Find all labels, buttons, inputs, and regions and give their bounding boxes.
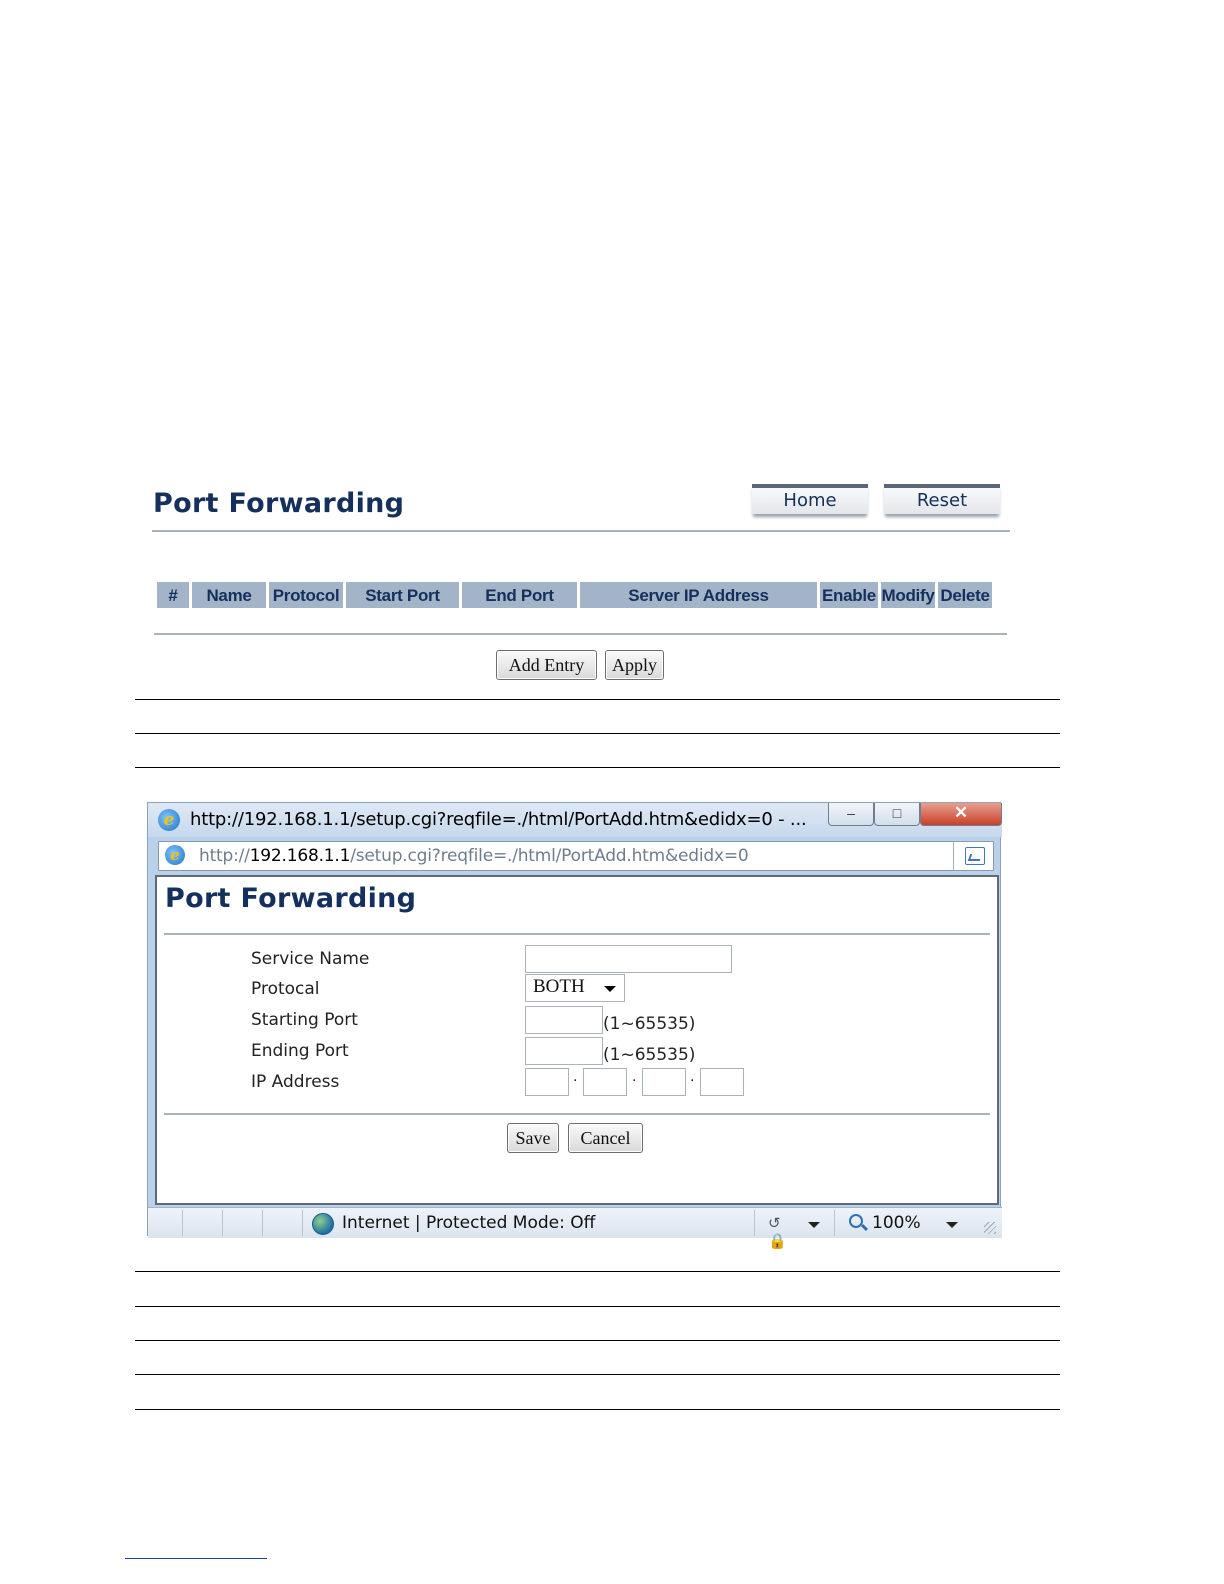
starting-port-label: Starting Port — [251, 1010, 358, 1030]
ip-separator: . — [573, 1068, 578, 1085]
starting-port-input[interactable] — [525, 1006, 603, 1034]
column-header-server-ip: Server IP Address — [580, 582, 817, 608]
status-separator — [222, 1210, 223, 1236]
apply-button[interactable]: Apply — [605, 650, 664, 680]
form-title: Port Forwarding — [165, 883, 417, 914]
chevron-down-icon[interactable] — [808, 1222, 820, 1228]
zoom-icon[interactable] — [849, 1214, 863, 1228]
protocol-select[interactable] — [525, 974, 625, 1002]
address-bar[interactable] — [158, 841, 994, 871]
column-header-index: # — [157, 582, 189, 608]
port-forwarding-table-header — [157, 582, 992, 608]
status-bar — [148, 1207, 1002, 1250]
close-icon: ✕ — [953, 803, 969, 822]
popup-content — [155, 875, 999, 1205]
starting-port-range-hint: (1~65535) — [603, 1014, 696, 1034]
globe-icon — [312, 1213, 334, 1235]
status-separator — [262, 1210, 263, 1236]
service-name-input[interactable] — [525, 945, 732, 973]
ie-icon: e — [158, 809, 180, 831]
security-zone-text: Internet | Protected Mode: Off — [342, 1213, 596, 1233]
blank-line — [135, 733, 1060, 734]
service-name-label: Service Name — [251, 949, 370, 969]
security-icon[interactable]: ↺🔒 — [768, 1215, 787, 1250]
column-header-delete: Delete — [938, 582, 992, 608]
address-divider — [953, 842, 954, 870]
blank-line — [135, 1374, 1060, 1375]
minimize-icon: – — [847, 805, 855, 821]
ip-octet-4-input[interactable] — [700, 1068, 744, 1096]
column-header-protocol: Protocol — [269, 582, 343, 608]
ip-separator: . — [690, 1068, 695, 1085]
chevron-down-icon — [604, 986, 616, 992]
close-button[interactable] — [920, 803, 1002, 826]
window-titlebar[interactable] — [148, 803, 1002, 837]
status-separator — [302, 1210, 303, 1236]
ip-octet-2-input[interactable] — [583, 1068, 627, 1096]
column-header-name: Name — [192, 582, 266, 608]
ip-separator: . — [632, 1068, 637, 1085]
blank-line — [135, 1306, 1060, 1307]
form-title-divider — [164, 933, 990, 935]
footnote-separator — [125, 1558, 267, 1559]
ip-address-label: IP Address — [251, 1072, 340, 1092]
form-bottom-divider — [164, 1113, 990, 1115]
column-header-modify: Modify — [881, 582, 935, 608]
ending-port-range-hint: (1~65535) — [603, 1045, 696, 1065]
add-entry-button[interactable]: Add Entry — [496, 650, 597, 680]
ending-port-label: Ending Port — [251, 1041, 349, 1061]
save-button[interactable]: Save — [507, 1123, 559, 1153]
status-separator — [182, 1210, 183, 1236]
column-header-enable: Enable — [820, 582, 878, 608]
table-divider — [154, 633, 1007, 635]
resize-grip-icon[interactable] — [984, 1222, 996, 1234]
url-text[interactable]: http://192.168.1.1/setup.cgi?reqfile=./html/PortAdd.htm&edidx=0 — [199, 846, 749, 866]
column-header-end-port: End Port — [462, 582, 577, 608]
title-divider — [152, 530, 1010, 532]
reset-button[interactable]: Reset — [884, 484, 1000, 514]
maximize-button[interactable] — [874, 803, 920, 826]
blank-line — [135, 767, 1060, 768]
blank-line — [135, 1340, 1060, 1341]
blank-line — [135, 1271, 1060, 1272]
chevron-down-icon[interactable] — [946, 1222, 958, 1228]
zoom-level[interactable]: 100% — [872, 1213, 921, 1233]
protocol-selected-value: BOTH — [533, 976, 585, 997]
ie-icon: e — [165, 845, 185, 865]
ending-port-input[interactable] — [525, 1037, 603, 1065]
ip-octet-3-input[interactable] — [642, 1068, 686, 1096]
protocol-label: Protocal — [251, 979, 320, 999]
minimize-button[interactable] — [828, 803, 874, 826]
page-title: Port Forwarding — [153, 488, 405, 519]
port-forwarding-panel — [150, 478, 1012, 688]
home-button[interactable]: Home — [752, 484, 868, 514]
cancel-button[interactable]: Cancel — [568, 1123, 643, 1153]
maximize-icon: □ — [892, 805, 902, 821]
status-separator — [754, 1210, 755, 1236]
status-separator — [834, 1210, 835, 1236]
column-header-start-port: Start Port — [346, 582, 459, 608]
ip-octet-1-input[interactable] — [525, 1068, 569, 1096]
blank-line — [135, 1409, 1060, 1410]
window-title: http://192.168.1.1/setup.cgi?reqfile=./html/PortAdd.htm&edidx=0 - ... — [190, 809, 807, 830]
blank-line — [135, 699, 1060, 700]
feed-icon[interactable] — [965, 847, 985, 865]
popup-browser-window — [147, 802, 1001, 1250]
